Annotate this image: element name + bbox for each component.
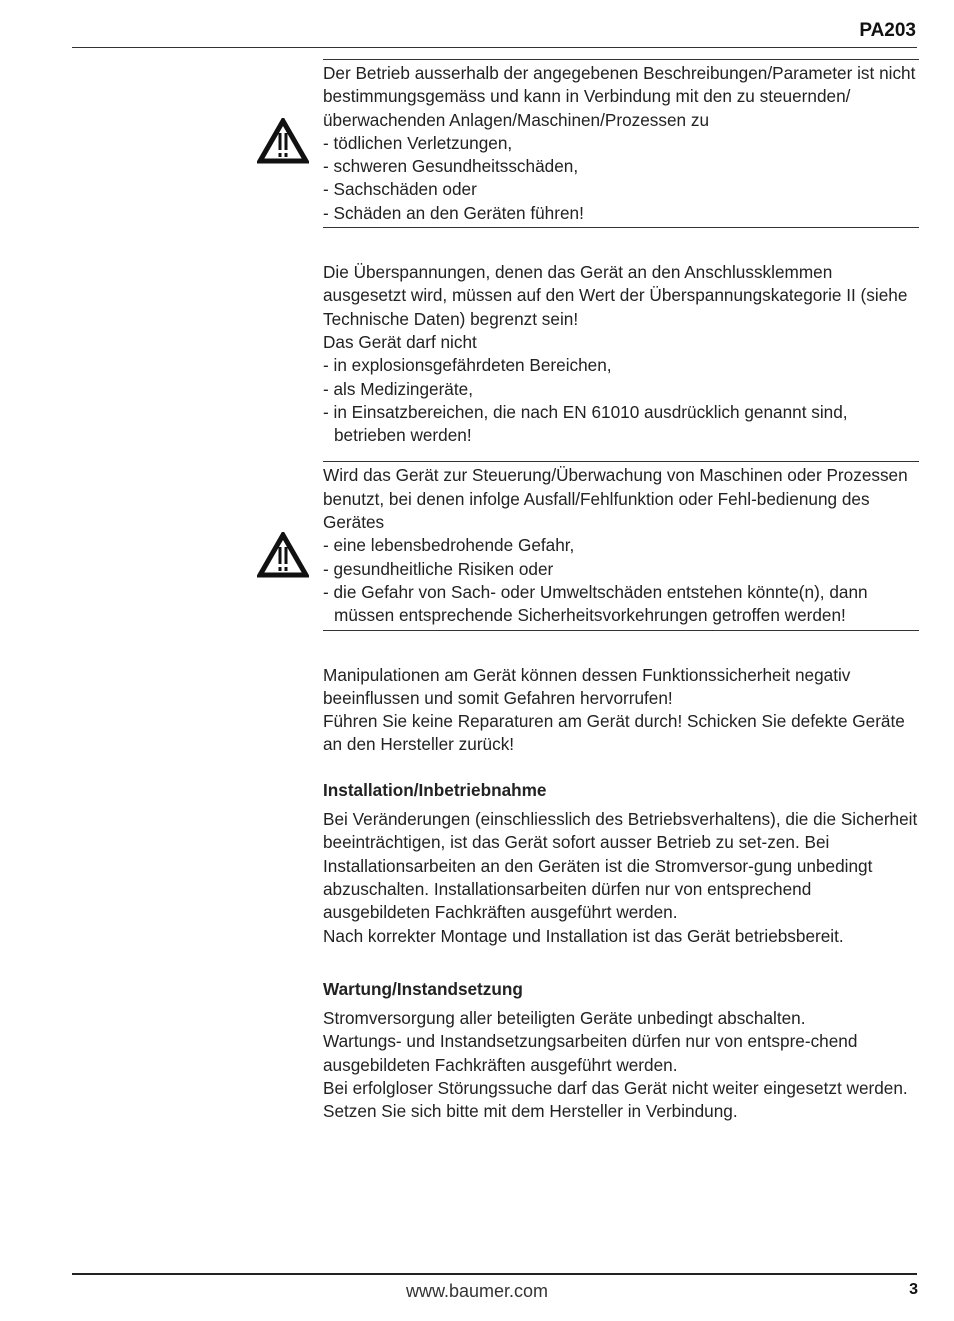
warning-operation-list [323, 132, 919, 225]
installation-heading: Installation/Inbetriebnahme [323, 779, 547, 800]
main-content [323, 59, 919, 1124]
list-item: - schweren Gesundheitsschäden, [323, 156, 579, 177]
warning-control-intro: Wird das Gerät zur Steuerung/Überwachung von Maschinen oder Prozessen benutzt, bei denen infolge Ausfall/Fehlfunktion oder Fehl-bedienung des Gerätes [323, 465, 908, 533]
list-item: - in Einsatzbereichen, die nach EN 61010 ausdrücklich genannt sind, betrieben werden! [323, 401, 848, 446]
overvoltage-list [323, 354, 919, 447]
maintenance-heading: Wartung/Instandsetzung [323, 978, 523, 999]
overvoltage-intro: Das Gerät darf nicht [323, 331, 477, 352]
list-item: - als Medizingeräte, [323, 378, 473, 399]
list-item: - die Gefahr von Sach- oder Umweltschäden entstehen könnte(n), dann müssen entsprechende Sicherheitsvorkehrungen getroffen werden! [323, 581, 868, 626]
overvoltage-section [323, 261, 919, 447]
warning-triangle-icon [257, 118, 309, 164]
header-rule [72, 47, 917, 48]
list-item: - in explosionsgefährdeten Bereichen, [323, 355, 612, 376]
page-number: 3 [909, 1281, 918, 1298]
document-code: PA203 [859, 20, 916, 41]
list-item: - Schäden an den Geräten führen! [323, 202, 584, 223]
warning-box-control [323, 461, 919, 630]
footer-url: www.baumer.com [405, 1281, 549, 1301]
installation-section [323, 779, 919, 948]
maintenance-text-1: Stromversorgung aller beteiligten Geräte unbedingt abschalten. [323, 1008, 806, 1029]
warning-box-operation [323, 59, 919, 228]
warning-operation-intro: Der Betrieb ausserhalb der angegebenen Beschreibungen/Parameter ist nicht bestimmungsgemäss und kann in Verbindung mit den zu steuernden/überwachenden Anlagen/Maschinen/Prozessen zu [323, 63, 916, 130]
installation-text-1: Bei Veränderungen (einschliesslich des Betriebsverhaltens), die die Sicherheit beeinträchtigen, ist das Gerät sofort ausser Betrieb zu set-zen. Bei Installationsarbeiten an den Geräten ist die Stromversor-gung unbedingt abzuschalten. Installationsarbeiten dürfen nur von entsprechend ausgebildeten Fachkräften ausgeführt werden. [323, 809, 918, 923]
warning-control-list [323, 534, 919, 627]
footer-rule [72, 1273, 917, 1275]
manipulation-text-1: Manipulationen am Gerät können dessen Funktionssicherheit negativ beeinflussen und somit Gefahren hervorrufen! [323, 664, 851, 708]
list-item: - tödlichen Verletzungen, [323, 132, 513, 153]
list-item: - gesundheitliche Risiken oder [323, 558, 554, 579]
installation-text-2: Nach korrekter Montage und Installation ist das Gerät betriebsbereit. [323, 925, 844, 946]
list-item: - Sachschäden oder [323, 179, 477, 200]
maintenance-text-3: Bei erfolgloser Störungssuche darf das Gerät nicht weiter eingesetzt werden. Setzen Sie sich bitte mit dem Hersteller in Verbindung. [323, 1077, 908, 1122]
overvoltage-text: Die Überspannungen, denen das Gerät an den Anschlussklemmen ausgesetzt wird, müssen auf den Wert der Überspannungskategorie II (siehe Technische Daten) begrenzt sein! [323, 262, 908, 329]
warning-triangle-icon [257, 532, 309, 578]
list-item: - eine lebensbedrohende Gefahr, [323, 535, 575, 556]
maintenance-section [323, 978, 919, 1124]
manipulation-text-2: Führen Sie keine Reparaturen am Gerät durch! Schicken Sie defekte Geräte an den Hersteller zurück! [323, 711, 905, 755]
manipulation-section [323, 664, 919, 757]
maintenance-text-2: Wartungs- und Instandsetzungsarbeiten dürfen nur von entspre-chend ausgebildeten Fachkräften ausgeführt werden. [323, 1031, 858, 1075]
